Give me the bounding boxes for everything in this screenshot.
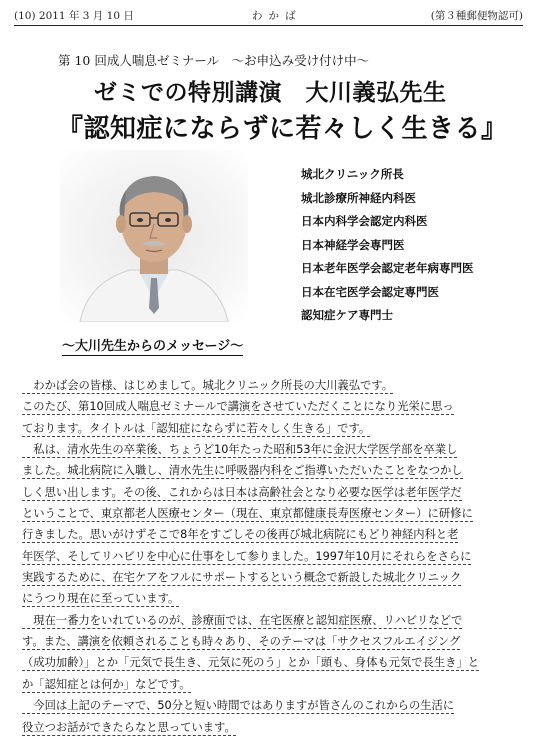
body-line: 行きました。思いがけずそこで8年をすごしその後再び城北病院にもどり神経内科と老 (22, 528, 459, 542)
message-body (22, 375, 520, 738)
newsletter-name: わかば (252, 10, 302, 22)
body-line: か「認知症とは何か」などです。 (22, 677, 191, 691)
body-line: にうつり現在に至っています。 (22, 592, 180, 606)
credential-item: 城北クリニック所長 (301, 167, 404, 181)
credential-item: 城北診療所神経内科医 (301, 190, 416, 205)
issue-date: (10) 2011 年 3 月 10 日 (14, 10, 134, 22)
message-heading: ～大川先生からのメッセージ～ (62, 335, 243, 356)
body-line: しく思い出します。その後、これからは日本は高齢社会となり必要な医学は老年医学だ (22, 485, 462, 499)
body-line: ということで、東京都老人医療センター（現在、東京都健康長寿医療センター）に研修に (22, 507, 473, 521)
body-line: ております。タイトルは「認知症にならずに若々しく生きる」です。 (22, 421, 371, 435)
header-divider (14, 25, 523, 26)
lecture-title: ゼミでの特別講演 大川義弘先生 (94, 80, 447, 106)
body-line: このたび、第10回成人喘息ゼミナールで講演をさせていただくことになり光栄に思っ (22, 400, 454, 414)
body-line: 私は、清水先生の卒業後、ちょうど10年たった昭和53年に金沢大学医学部を卒業し (22, 443, 458, 457)
postal-permit: (第３種郵便物認可) (430, 10, 523, 22)
body-line: 年医学、そしてリハビリを中心に仕事をして参りました。1997年10月にそれらをさらに (22, 549, 472, 563)
body-line: 今回は上記のテーマで、50分と短い時間ではありますが皆さんのこれからの生活に (22, 699, 455, 713)
credential-item: 日本老年医学会認定老年病専門医 (301, 261, 474, 275)
credential-item: 認知症ケア専門士 (301, 308, 393, 322)
credential-item: 日本在宅医学会認定専門医 (301, 284, 439, 299)
body-line: わかば会の皆様、はじめまして。城北クリニック所長の大川義弘です。 (22, 379, 393, 392)
body-line: 現在一番力をいれているのが、診療面では、在宅医療と認知症医療、リハビリなどで (22, 613, 463, 627)
body-line: 役立つお話ができたらなと思っています。 (22, 720, 236, 734)
credential-item: 日本内科学会認定内科医 (301, 214, 428, 228)
body-line: ました。城北病院に入職し、清水先生に呼吸器内科をご指導いただいたことをなつかし (22, 464, 463, 478)
credential-item: 日本神経学会専門医 (301, 237, 405, 252)
body-line: （成功加齢）」とか「元気で長生き、元気に死のう」とか「頭も、身体も元気で長生き」と (22, 656, 480, 670)
speaker-photo (60, 150, 248, 322)
newsletter-header (14, 8, 523, 24)
body-line: 実践するために、在宅ケアをフルにサポートするという概念で新設した城北クリニック (22, 571, 462, 585)
speaker-credentials (301, 163, 474, 328)
body-line: す。また、講演を依頼されることも時々あり、そのテーマは「サクセスフルエイジング (22, 635, 461, 649)
seminar-announcement: 第 10 回成人喘息ゼミナール ～お申込み受け付け中～ (58, 53, 370, 68)
lecture-subtitle: 『認知症にならずに若々しく生きる』 (57, 114, 508, 144)
